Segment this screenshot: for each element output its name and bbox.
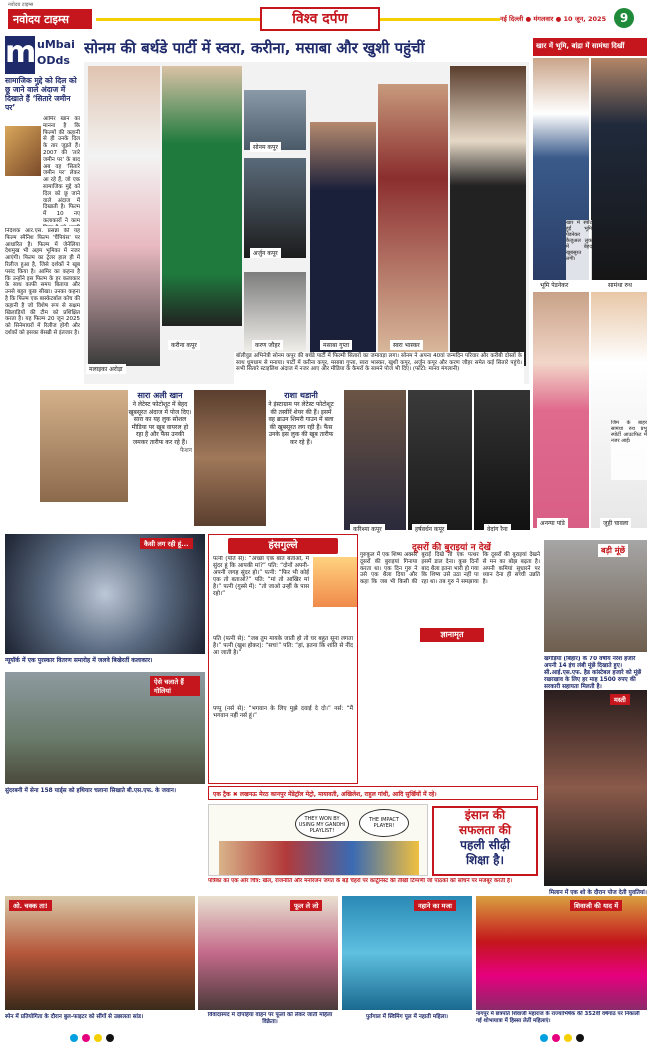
quote-line-4: शिक्षा है। bbox=[465, 853, 505, 867]
masthead bbox=[0, 0, 650, 34]
mumbai-logo-m: m bbox=[5, 36, 35, 74]
mumbai-logo-rest1: uMbai bbox=[37, 38, 75, 51]
jokes-box bbox=[208, 534, 358, 784]
masti-caption: मिलान में एक शो के दौरान पोज देती युवतियां। bbox=[549, 890, 647, 896]
cartoon-bubble-1: THEY WON BY USING MY GANDHI PLAYLIST! bbox=[295, 809, 349, 839]
sara-box bbox=[128, 390, 192, 526]
party-photo-area bbox=[84, 62, 529, 384]
gyanamrit-headline: दूसरों की बुराइयां न देखें bbox=[412, 543, 491, 553]
gyanamrit-text: गुरुकुल में एक शिष्य अक्सर दूसरों की बुराइयां गिनाया करता था। एक दिन गुरु ने उसे एक थैला दिया और कहा कि जब भी किसी की बुराई दिखे तो एक पत्थर इसमें डाल देना। कुछ दिनों बाद थैला इतना भारी हो गया कि शिष्य उसे उठा नहीं पा रहा था। तब गुरु ने समझाया कि दूसरों की बुराइयां देखने से मन का बोझ बढ़ता है। अपनी कमियां सुधारने पर ध्यान देना ही सच्ची उन्नति है। bbox=[360, 552, 540, 586]
quote-line-1: इंसान की bbox=[464, 808, 506, 822]
masthead-tiny-label: नवोदय टाइम्स bbox=[8, 2, 34, 8]
bull-tag: ओ. चक्क ता! bbox=[9, 900, 52, 911]
rasha-text: ने इंस्टाग्राम पर लेटेस्ट फोटोशूट की तस्वीरें शेयर की हैं। इसमें वह ब्राउन शिमरी गाउन में बला की खूबसूरत लग रही हैं। फैंस उनके इस लुक की खूब तारीफ कर रहे हैं। bbox=[268, 401, 334, 446]
mumbai-logo bbox=[5, 36, 80, 74]
photo-woman-green bbox=[162, 66, 242, 326]
joke-2: पति (पत्नी से): “जब तुम मायके जाती हो तो घर बहुत सूना लगता है।” पत्नी (खुश होकर): “सच!” पति: “हां, इतना कि शांति से नींद आ जाती है।” bbox=[213, 636, 353, 656]
cartoon-panel bbox=[208, 804, 428, 876]
photo-sara bbox=[40, 390, 128, 502]
reg-dot-cyan-2 bbox=[540, 1034, 548, 1042]
party-headline: सोनम की बर्थडे पार्टी में स्वरा, करीना, मसाबा और खुशी पहुंचीं bbox=[84, 39, 425, 57]
mumbai-odds-column bbox=[5, 36, 80, 388]
shivaji-tag: शिवाजी की याद में bbox=[570, 900, 622, 911]
section-title: विश्व दर्पण bbox=[260, 7, 380, 31]
reg-dot-yellow bbox=[94, 1034, 102, 1042]
masthead-logo: नवोदय टाइम्स bbox=[8, 9, 92, 29]
photo-woman-white bbox=[88, 66, 160, 366]
photo-khushi bbox=[450, 66, 526, 366]
sara-text: ने लेटेस्ट फोटोशूट में बेहद खूबसूरत अंदाज में पोज दिए। सारा का यह लुक सोशल मीडिया पर खूब वायरल हो रहा है और फैंस उनकी जमकर तारीफ कर रहे हैं। bbox=[128, 401, 192, 446]
rasha-box bbox=[268, 390, 334, 526]
photo-flowers bbox=[198, 896, 338, 1010]
quote-line-2: सफलता की bbox=[459, 823, 511, 837]
pool-caption: पुर्तगाल में स्विमिंग पूल में नहाती महिला। bbox=[365, 1014, 449, 1020]
reg-dot-black-2 bbox=[576, 1034, 584, 1042]
jokes-title: हंसगुल्ले bbox=[228, 538, 338, 554]
sara-title: सारा अली खान bbox=[137, 391, 183, 400]
fashion-tag: कैसी लग रही हूं... bbox=[140, 538, 193, 549]
right-col-headline: खार में भूमि, बांद्रा में सामंथा दिखीं bbox=[533, 38, 647, 56]
caption-malaika: मलाइका अरोड़ा bbox=[86, 364, 126, 374]
gyanamrit-tag: ज्ञानामृत bbox=[420, 628, 484, 642]
page-number: 9 bbox=[614, 8, 634, 28]
fashion-caption: न्यूयॉर्क में एक पुरस्कार वितरण समारोह में जलवे बिखेरतीं कलाकार। bbox=[5, 657, 153, 664]
right-note-2: जिम के बाहर सामंथा रुथ प्रभु स्पोर्टी आउटफिट में नजर आईं। bbox=[611, 420, 647, 480]
sara-byline: फैशन bbox=[179, 447, 192, 454]
ticker: एक ट्रैक ✖ लखनऊ मेरठ कानपुर मेंडेट्रॉल मेट्रो, मायावती, अखिलेश, राहुल गांधी, आदि सुर्खियों में रहे। bbox=[208, 786, 538, 800]
reg-dot-magenta-2 bbox=[552, 1034, 560, 1042]
reg-dot-magenta bbox=[82, 1034, 90, 1042]
photo-fashion-show bbox=[5, 534, 205, 654]
reg-dot-cyan bbox=[70, 1034, 78, 1042]
caption-harshvardhan: हर्षवर्धन कपूर bbox=[412, 524, 447, 534]
photo-swara bbox=[378, 84, 448, 352]
reg-dot-black bbox=[106, 1034, 114, 1042]
photo-arjun bbox=[244, 158, 306, 258]
caption-arjun: अर्जुन कपूर bbox=[250, 248, 281, 258]
joke-3: पप्पू (नर्स से): “भगवान के लिए मुझे दवाई दे दो।” नर्स: “मैं भगवान नहीं नर्स हूं।” bbox=[213, 706, 353, 719]
flowers-tag: फूल ले लो bbox=[290, 900, 322, 911]
photo-masaba bbox=[310, 122, 376, 352]
cartoon-bubble-2: THE IMPACT PLAYER! bbox=[359, 809, 409, 837]
photo-shivaji bbox=[476, 896, 647, 1010]
caption-juhi: जुही चावला bbox=[600, 518, 631, 528]
quote-box bbox=[432, 806, 538, 876]
bull-caption: स्पेन में प्रतियोगिता के दौरान बुल-फाइटर को सींगों से उछालता सांड। bbox=[5, 1014, 144, 1020]
caption-sonam: सोनम कपूर bbox=[250, 142, 281, 152]
firing-caption: सुंदरबनी में सेना 158 यार्ड्स को हथियार चलाना सिखाते बी.एस.एफ. के जवान। bbox=[5, 788, 177, 794]
party-story: बॉलीवुड अभिनेत्री सोनम कपूर की बर्थडे पार्टी में फिल्मी सितारों का जमावड़ा लगा। सोनम ने अपना 40वां जन्मदिन परिवार और करीबी दोस्तों के साथ धूमधाम से मनाया। पार्टी में करीना कपूर, मसाबा गुप्ता, स्वरा भास्कर, खुशी कपूर, अर्जुन कपूर और करण जौहर समेत कई सितारे पहुंचे। सभी सितारे स्टाइलिश अंदाज में नजर आए और मीडिया के कैमरों के सामने पोज भी दिए। (फोटो: मानव मंगलानी) bbox=[234, 352, 524, 384]
cartoon-caption: पत्रिका का एक ओर चित्र: खेल, राजनीति और मनोरंजन जगत के बड़े चेहरों पर कार्टूनिस्ट की तीखी टिप्पणी जो पाठकों को सोचने पर मजबूर करती है। bbox=[208, 878, 513, 884]
caption-kareena: करीना कपूर bbox=[168, 340, 200, 350]
caption-swara: स्वरा भास्कर bbox=[390, 340, 423, 350]
firing-tag: ऐसे चलाते हैं गोलियां bbox=[150, 676, 200, 696]
photo-pool bbox=[342, 896, 472, 1010]
rasha-title: राशा थडानी bbox=[284, 391, 318, 400]
photo-vedang bbox=[474, 390, 530, 530]
caption-ananya: अनन्या पांडे bbox=[537, 518, 568, 528]
mumbai-logo-rest2: ODds bbox=[37, 54, 70, 67]
masti-tag: मस्ती bbox=[610, 694, 630, 705]
jokes-cartoon bbox=[313, 557, 357, 607]
right-note-1: खार में स्पॉट हुईं भूमि पेडनेकर कैजुअल लुक में बेहद खूबसूरत लगीं। bbox=[566, 220, 592, 280]
photo-juhi bbox=[591, 292, 647, 528]
caption-karisma: करिश्मा कपूर bbox=[350, 524, 385, 534]
flowers-caption: विवादास्पद में दोपहिया वाहन पर फूलों को लेकर जाती महिला विक्रेता। bbox=[207, 1012, 333, 1025]
photo-rasha bbox=[194, 390, 266, 526]
dateline: नई दिल्ली ● मंगलवार ● 10 जून, 2025 bbox=[500, 15, 607, 23]
pool-tag: नहाने का मजा bbox=[414, 900, 456, 911]
caption-samantha: सामंथा रुथ bbox=[605, 280, 635, 290]
photo-bull bbox=[5, 896, 195, 1010]
joke-1: पत्नी (पति से): “अच्छा एक बात बताओ, मैं सुंदर हूं कि आपकी मां?” पति: “दोनों अपनी-अपनी जगह सुंदर हो।” पत्नी: “फिर भी कोई एक तो बताओ?” पति: “मां तो आखिर मां है।” पत्नी (गुस्से में): “तो जाओ उन्हीं के पास रहो।” bbox=[213, 556, 309, 597]
caption-masaba: मसाबा गुप्ता bbox=[320, 340, 352, 350]
caption-bhumi: भूमि पेडनेकर bbox=[537, 280, 571, 290]
photo-ananya bbox=[533, 292, 589, 528]
photo-karisma bbox=[344, 390, 406, 530]
moustache-caption: खगड़िया (बिहार) के 70 वर्षीय नरेश हजारे अपनी 14 इंच लंबी मूंछें दिखाते हुए। सी.आई.एस.एफ. हैड कांस्टेबल हजारे को मूंछें रखरखाव के लिए हर माह 1500 रुपए की सरकारी सहायता मिलती है। bbox=[544, 656, 642, 690]
photo-masti bbox=[544, 690, 647, 886]
caption-vedang: वेदांग रैना bbox=[484, 524, 511, 534]
quote-line-3: पहली सीढ़ी bbox=[460, 838, 510, 852]
registration-bar bbox=[0, 1033, 650, 1043]
mumbai-col-text: आमिर खान का मानना है कि फिल्मों की कहानी से ही उनके दिल के तार जुड़ते हैं। 2007 की ‘तारे जमीन पर’ के बाद अब वह ‘सितारे जमीन पर’ लेकर आ रहे हैं, जो एक सामाजिक मुद्दे को दिल को छू जाने वाले अंदाज में दिखाती है। फिल्म में 10 नए कलाकारों ने काम bbox=[43, 116, 80, 224]
moustache-tag: बड़ी मूंछें bbox=[598, 544, 628, 557]
photo-samantha bbox=[591, 58, 647, 280]
photo-harshvardhan bbox=[408, 390, 472, 530]
mumbai-headline: सामाजिक मुद्दे को दिल को छू जाने वाले अंदाज में दिखाते हैं ‘सितारे जमीन पर’ bbox=[5, 76, 77, 112]
cartoon-figures bbox=[219, 841, 419, 875]
photo-moustache bbox=[544, 540, 647, 652]
mumbai-body-text: निर्देशक आर.एस. प्रसन्ना की यह फिल्म स्पैनिश फिल्म ‘चैंपियंस’ पर आधारित है। फिल्म में जेनेलिया देशमुख भी अहम भूमिका में नजर आएंगी। फिल्म का ट्रेलर हाल ही में रिलीज हुआ है, जिसे दर्शकों ने खूब पसंद किया है। आमिर का कहना है कि उन्होंने इस फिल्म के हर कलाकार के साथ काफी समय बिताया और उनसे बहुत कुछ सीखा। उनका कहना है कि फिल्म एक बास्केटबॉल कोच की कहानी है जो विशेष रूप से सक्षम खिलाड़ियों की टीम को प्रशिक्षित करता है। यह फिल्म 20 जून 2025 को सिनेमाघरों में रिलीज होगी और दर्शकों को इसका बेसब्री से इंतजार है। bbox=[5, 228, 80, 336]
caption-karan: करण जौहर bbox=[252, 340, 283, 350]
shivaji-caption: नागपुर में छत्रपति शिवाजी महाराज के राज्याभिषेक की 352वीं वर्षगांठ पर निकाली गई शोभायात्रा में हिस्सा लेतीं महिलाएं। bbox=[476, 1011, 640, 1024]
photo-sonam bbox=[244, 90, 306, 150]
reg-dot-yellow-2 bbox=[564, 1034, 572, 1042]
